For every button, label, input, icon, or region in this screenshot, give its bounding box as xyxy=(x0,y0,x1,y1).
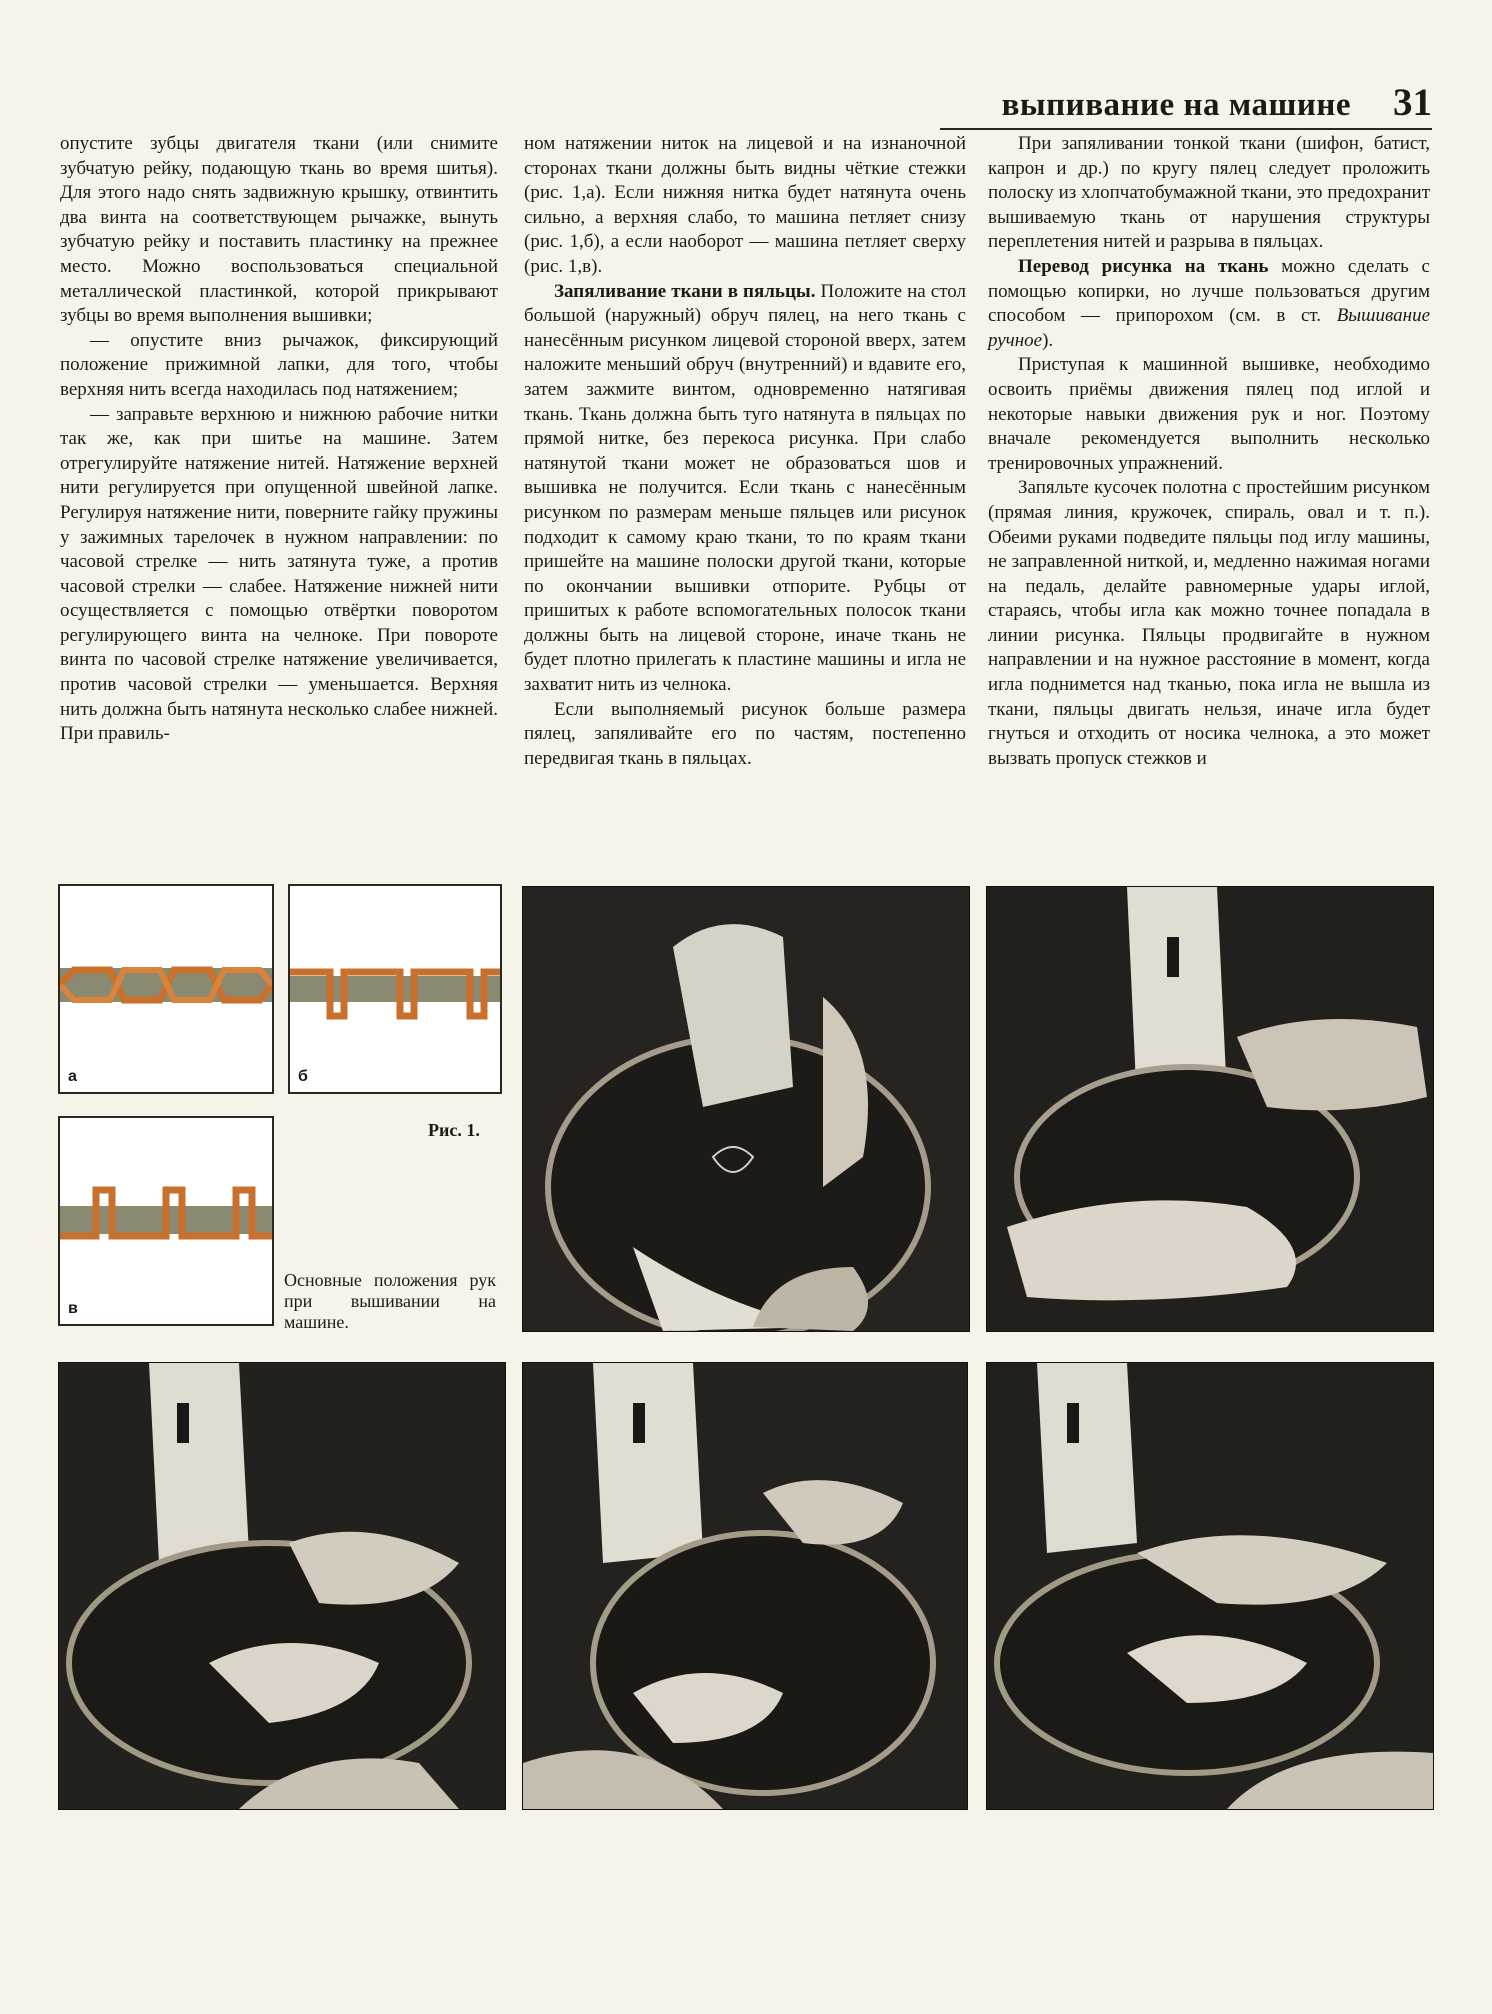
lower-tension-stitch-illustration xyxy=(290,886,500,1092)
paragraph: ном натяжении ниток на лицевой и на изнаночной сторонах ткани должны быть видны чёткие стежки (рис. 1,а). Если нижняя нитка будет натянута очень сильно, а верхняя слабо, то машина петляет снизу (рис. 1,б), а если наоборот — машина петляет сверху (рис. 1,в). xyxy=(524,133,966,277)
paragraph: Запяльте кусочек полотна с простейшим рисунком (прямая линия, кружочек, спираль, овал и т. п.). Обеими руками подведите пяльцы под иглу машины, не заправленной ниткой, и, медленно нажимая ногами на педаль, делайте равномерные удары иглой, стараясь, чтобы игла как можно точнее попадала в линии рисунка. Пяльцы продвигайте в нужном направлении и на нужное расстояние в момент, когда игла поднимется над тканью, пока игла не вышла из ткани, пяльцы двигать нельзя, иначе игла будет гнуться и отходить от носика челнока, а это может вызвать пропуск стежков и xyxy=(988,477,1430,769)
run-in-heading: Запяливание ткани в пяльцы. xyxy=(554,280,816,302)
cross-reference: Вышивание ручное xyxy=(988,305,1430,351)
photos-caption: Основные положения рук при вышивании на машине. xyxy=(284,1270,496,1332)
paragraph: Запяливание ткани в пяльцы. Положите на стол большой (наружный) обруч пялец, на него ткань с нанесённым рисунком лицевой стороной вверх, затем наложите меньший обруч (внутренний) и вдавите его, затем зажмите винтом, одновременно натягивая ткань. Ткань должна быть туго натянута в пяльцах по прямой нитке, без перекоса рисунка. При слабо натянутой ткани может не образоваться шов и вышивка не получится. Если ткань с нанесённым рисунком по размерам меньше пяльцев или рисунок подходит к самому краю ткани, то по краям ткани пришейте на машине полоски другой ткани, которые по окончании вышивки отпорите. Рубцы от пришитых к работе вспомогательных полосок ткани должны быть на лицевой стороне, иначе ткань не будет плотно прилегать к пластине машины и игла не захватит нить из челнока. xyxy=(524,280,966,696)
section-title: выпивание на машине xyxy=(1001,87,1351,123)
text-column-1 xyxy=(60,132,498,747)
stitch-diagram-b xyxy=(288,884,502,1094)
photo-hoop-placement xyxy=(522,886,970,1332)
balanced-stitch-illustration xyxy=(60,886,272,1092)
text-column-2 xyxy=(524,132,966,771)
paragraph: Если выполняемый рисунок больше размера пялец, запяливайте его по частям, постепенно передвигая ткань в пяльцах. xyxy=(524,698,966,769)
paragraph: При запяливании тонкой ткани (шифон, батист, капрон и др.) по кругу пялец следует проложить полоску из хлопчатобумажной ткани, это предохранит вышиваемую ткань от нарушения структуры переплетения нитей и разрыва в пяльцах. xyxy=(988,133,1430,253)
paragraph: опустите зубцы двигателя ткани (или снимите зубчатую рейку, подающую ткань во время шитья). Для этого надо снять задвижную крышку, отвинтить два винта на соответствующем рычажке, вынуть зубчатую рейку и поставить пластинку на прежнее место. Можно воспользоваться специальной металлической пластинкой, которой прикрывают зубцы во время выполнения вышивки; xyxy=(60,133,498,327)
figure-caption: Рис. 1. xyxy=(428,1120,480,1140)
running-header xyxy=(940,80,1432,130)
figure-label-a: а xyxy=(68,1068,77,1085)
page-number: 31 xyxy=(1393,81,1432,124)
text-column-3 xyxy=(988,132,1430,771)
paragraph: Приступая к машинной вышивке, необходимо освоить приёмы движения пялец под иглой и некоторые навыки движения рук и ног. Поэтому вначале рекомендуется выполнить несколько тренировочных упражнений. xyxy=(988,354,1430,474)
figure-label-v: в xyxy=(68,1300,78,1317)
photo-hands-moving-hoop xyxy=(522,1362,968,1810)
paragraph: — заправьте верхнюю и нижнюю рабочие нитки так же, как при шитье на машине. Затем отрегулируйте натяжение нитей. Натяжение верхней нити регулируется при опущенной швейной лапке. Регулируя натяжение нити, поверните гайку пружины у зажимных тарелочек в нужном направлении: по часовой стрелке — нить затянута туже, а против часовой стрелки — слабее. Натяжение нижней нити осуществляется с помощью отвёртки поворотом регулирующего винта на челноке. При повороте винта по часовой стрелке натяжение увеличивается, против часовой стрелки — уменьшается. Верхняя нить должна быть натянута несколько слабее нижней. При правиль- xyxy=(60,403,498,745)
stitch-diagram-a xyxy=(58,884,274,1094)
upper-tension-stitch-illustration xyxy=(60,1118,272,1324)
stitch-diagram-v xyxy=(58,1116,274,1326)
photo-hands-pressing-fabric xyxy=(986,1362,1434,1810)
run-in-heading: Перевод рисунка на ткань xyxy=(1018,255,1269,277)
paragraph: — опустите вниз рычажок, фиксирующий положение прижимной лапки, для того, чтобы верхняя нить всегда находилась под натяжением; xyxy=(60,329,498,400)
paragraph: Перевод рисунка на ткань можно сделать с помощью копирки, но лучше пользоваться другим способом — припорохом (см. в ст. Вышивание ручное). xyxy=(988,255,1430,351)
photo-hoop-guiding xyxy=(986,886,1434,1332)
figure-label-b: б xyxy=(298,1068,308,1085)
photo-hands-on-hoop xyxy=(58,1362,506,1810)
